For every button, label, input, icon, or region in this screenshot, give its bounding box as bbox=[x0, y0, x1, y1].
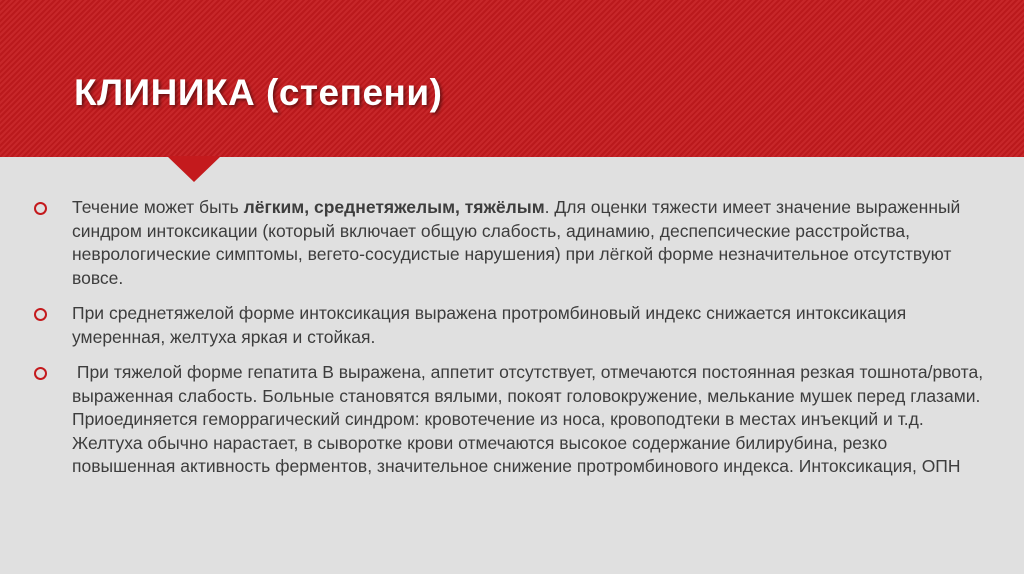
bullet-text: При тяжелой форме гепатита В выражена, аппетит отсутствует, отмечаются постоянная резкая тошнота/рвота, выраженная слабость. Больные становятся вялыми, покоят головокружение, мелькание мушек перед глазами. Приоединяется геморрагический синдром: кровотечение из носа, кровоподтеки в местах инъекций и т.д. Желтуха обычно нарастает, в сыворотке крови отмечаются высокое содержание билирубина, резко повышенная активность ферментов, значительное снижение протромбинового индекса. Интоксикация, ОПН bbox=[72, 362, 988, 476]
bullet-item-moderate-form bbox=[34, 302, 984, 349]
slide-title: КЛИНИКА (степени) bbox=[74, 72, 443, 113]
bullet-text: При среднетяжелой форме интоксикация выражена протромбиновый индекс снижается интоксикация умеренная, желтуха яркая и стойкая. bbox=[72, 303, 907, 347]
circle-outline-bullet-icon bbox=[34, 367, 47, 380]
bullet-text bbox=[72, 197, 960, 288]
bullet-text-pre: Течение может быть bbox=[72, 197, 244, 217]
bullet-list bbox=[34, 196, 988, 491]
bullet-item-course bbox=[34, 196, 984, 290]
bullet-text-post: . Для оценки тяжести имеет значение выраженный синдром интоксикации (который включает общую слабость, адинамию, деспепсические расстройства, неврологические симптомы, вегето-сосудистые нарушения) при лёгкой форме незначительное отсутствуют вовсе. bbox=[72, 197, 961, 288]
circle-outline-bullet-icon bbox=[34, 308, 47, 321]
bullet-item-severe-form bbox=[34, 361, 988, 479]
banner-notch bbox=[167, 156, 221, 182]
circle-outline-bullet-icon bbox=[34, 202, 47, 215]
bullet-text-bold: лёгким, среднетяжелым, тяжёлым bbox=[243, 197, 545, 217]
